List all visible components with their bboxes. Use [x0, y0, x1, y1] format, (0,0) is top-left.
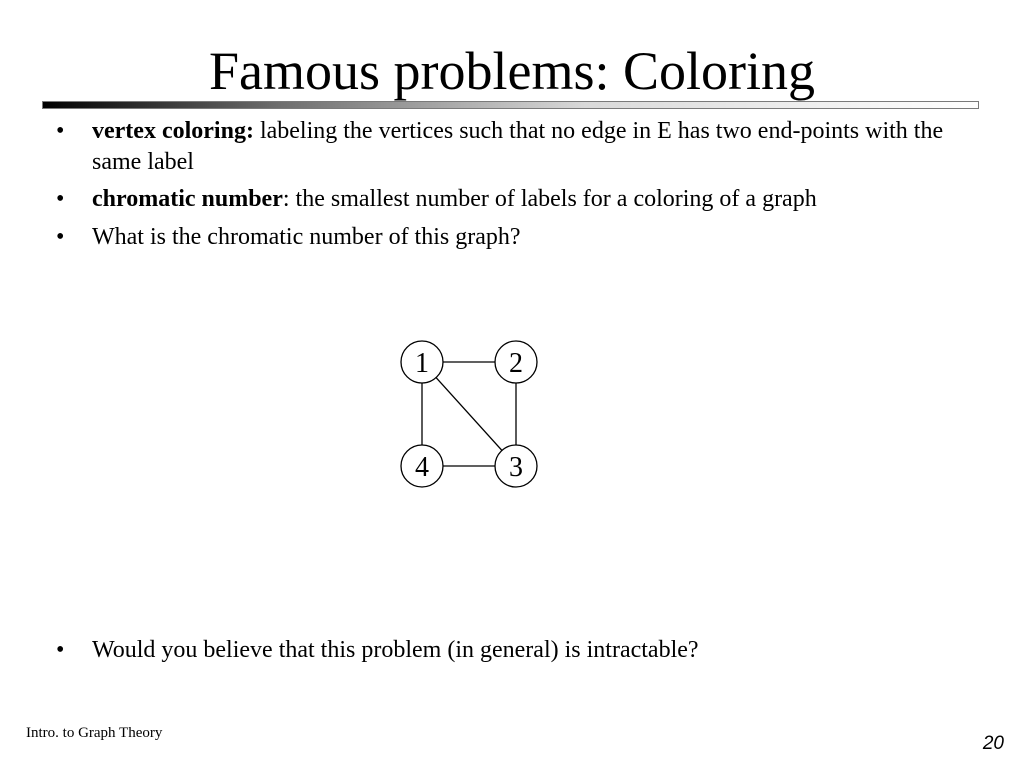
- bullet-text: What is the chromatic number of this graph?: [92, 224, 521, 250]
- bullet-text: Would you believe that this problem (in general) is intractable?: [92, 637, 699, 663]
- node-3-label: 3: [509, 452, 523, 483]
- bullet-marker: •: [56, 186, 65, 212]
- node-4-label: 4: [415, 452, 429, 483]
- bullet-marker: •: [56, 637, 65, 663]
- title-underline-bar: [42, 101, 979, 109]
- node-2-label: 2: [509, 348, 523, 379]
- bullet-text: [92, 116, 952, 178]
- bullet-marker: •: [56, 224, 65, 250]
- bullet-term: chromatic number: [92, 186, 283, 212]
- footer-course-title: Intro. to Graph Theory: [26, 725, 163, 741]
- bullet-definition: : the smallest number of labels for a coloring of a graph: [282, 186, 817, 212]
- slide-page-number: 20: [982, 733, 1004, 754]
- slide-title: Famous problems: Coloring: [209, 41, 815, 101]
- bullet-marker: •: [56, 118, 65, 144]
- bullet-definition: labeling the vertices such that no edge in E has two end-points with the same label: [92, 118, 944, 175]
- bullet-term: vertex coloring:: [92, 118, 254, 144]
- graph-diagram: [380, 326, 560, 506]
- bullet-text: [92, 184, 952, 215]
- node-1-label: 1: [415, 348, 429, 379]
